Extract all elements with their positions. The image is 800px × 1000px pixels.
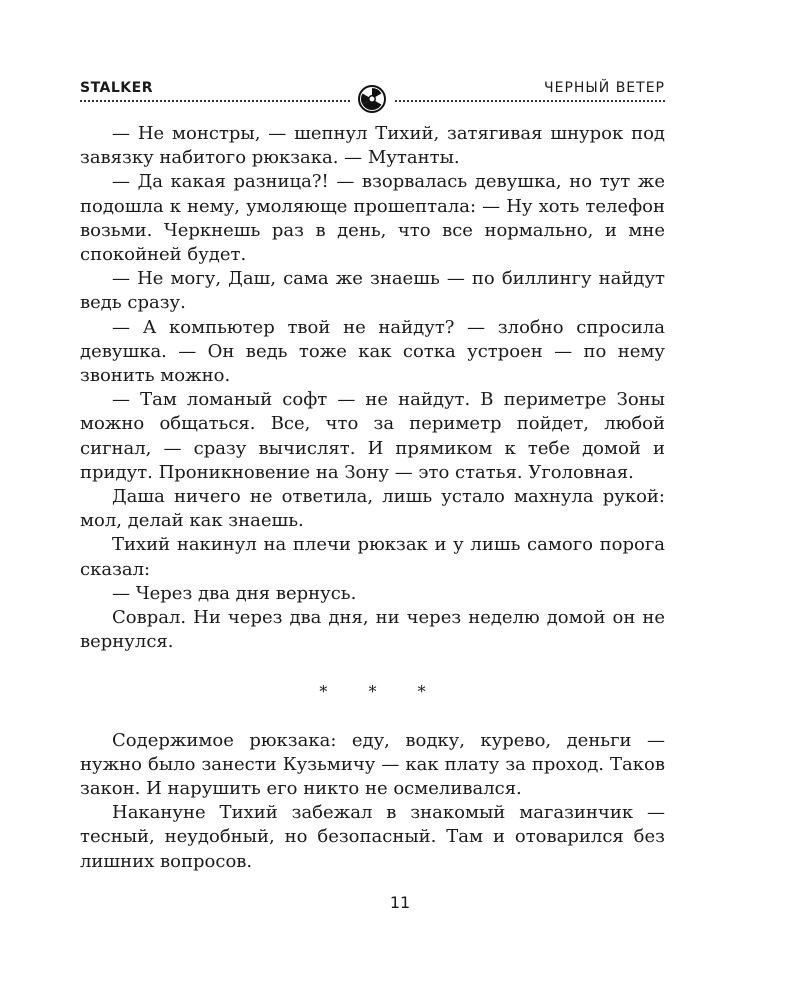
paragraph: — А компьютер твой не найдут? — злобно спросила девушка. — Он ведь тоже как сотка устроен — по нему звонить можно. xyxy=(80,316,665,387)
paragraph: — Там ломаный софт — не найдут. В периметре Зоны можно общаться. Все, что за периметр пойдет, любой сигнал, — сразу вычислят. И прямиком к тебе домой и придут. Проникновение на Зону — это статья. Уголовная. xyxy=(80,389,665,483)
paragraph: Даша ничего не ответила, лишь устало махнула рукой: мол, делай как знаешь. xyxy=(80,486,665,532)
paragraph: — Да какая разница?! — взорвалась девушка, но тут же подошла к нему, умоляюще прошептала: — Ну хоть телефон возьми. Черкнешь раз в день, что все нормально, и мне спокойней будет. xyxy=(80,171,665,266)
paragraph: Накануне Тихий забежал в знакомый магазинчик — тесный, неудобный, но безопасный. Там и отоварился без лишних вопросов. xyxy=(80,802,665,872)
book-title: ЧЕРНЫЙ ВЕТЕР xyxy=(544,80,665,96)
paragraph: Содержимое рюкзака: еду, водку, курево, деньги — нужно было занести Кузьмичу — как плату за проход. Таков закон. И нарушить его никто не осмеливался. xyxy=(80,729,665,800)
paragraph: — Не монстры, — шепнул Тихий, затягивая шнурок под завязку набитого рюкзака. — Мутанты. xyxy=(80,123,665,169)
page-number: 11 xyxy=(389,893,411,912)
header-dotted-rule-right xyxy=(395,100,665,102)
paragraph: — Не могу, Даш, сама же знаешь — по биллингу найдут ведь сразу. xyxy=(80,268,665,314)
radiation-icon xyxy=(357,84,387,114)
section-separator: * * * xyxy=(319,682,444,702)
header-dotted-rule-left xyxy=(80,100,350,102)
book-page xyxy=(80,78,665,874)
paragraph: Соврал. Ни через два дня, ни через неделю домой он не вернулся. xyxy=(80,607,665,653)
paragraph: Тихий накинул на плечи рюкзак и у лишь самого порога сказал: xyxy=(80,534,665,580)
running-header xyxy=(80,78,665,106)
body-text xyxy=(80,122,665,874)
paragraph: — Через два дня вернусь. xyxy=(112,582,357,604)
series-name: STALKER xyxy=(80,80,153,96)
